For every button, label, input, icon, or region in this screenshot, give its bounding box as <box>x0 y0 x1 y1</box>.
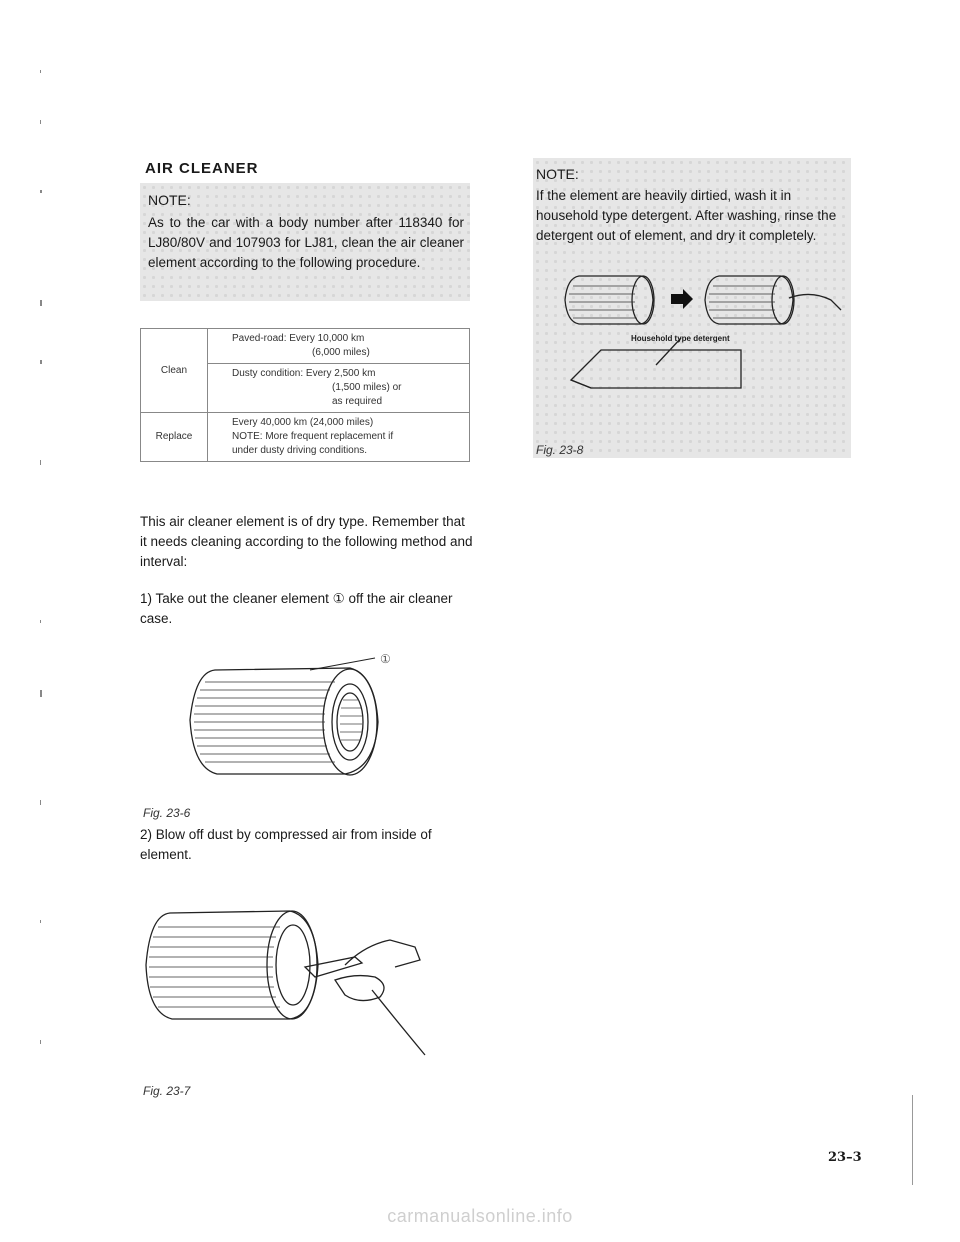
clean-label: Clean <box>141 329 208 413</box>
table-row <box>141 329 470 364</box>
section-title: AIR CLEANER <box>145 160 259 177</box>
table-cell <box>208 413 470 462</box>
air-filter-element-illustration <box>175 650 405 800</box>
note-title: NOTE: <box>148 192 191 208</box>
replace-note-cont: under dusty driving conditions. <box>232 445 368 456</box>
page-number: 23–3 <box>828 1150 862 1165</box>
clean-dusty-miles: (1,500 miles) or <box>332 382 402 393</box>
note-title: NOTE: <box>536 166 579 182</box>
detergent-wash-illustration <box>551 270 851 420</box>
scan-edge-marks <box>40 60 42 1140</box>
fig-8-caption: Fig. 23-8 <box>536 443 584 457</box>
intro-paragraph: This air cleaner element is of dry type. Remember that it needs cleaning according to the following method and interval: <box>140 514 473 569</box>
page-edge-line <box>912 1095 913 1185</box>
replace-label: Replace <box>141 413 208 462</box>
table-cell <box>208 329 470 364</box>
note-box <box>533 158 851 458</box>
fig-6-callout: ① <box>380 652 391 666</box>
fig-6-caption: Fig. 23-6 <box>143 806 191 820</box>
step-2-text: 2) Blow off dust by compressed air from inside of element. <box>140 827 432 862</box>
maintenance-schedule-table <box>140 328 470 462</box>
clean-dusty-required: as required <box>332 396 383 407</box>
note-box <box>140 183 470 301</box>
clean-paved-line: Paved-road: Every 10,000 km <box>232 333 365 344</box>
clean-dusty-line: Dusty condition: Every 2,500 km <box>232 368 376 379</box>
detergent-label: Household type detergent <box>631 334 730 343</box>
step-1-text: 1) Take out the cleaner element ① off the air cleaner case. <box>140 591 453 626</box>
compressed-air-cleaning-illustration <box>140 905 440 1065</box>
note-text: As to the car with a body number after 118340 for LJ80/80V and 107903 for LJ81, clean the air cleaner element according to the following procedure. <box>148 215 464 270</box>
table-row <box>141 413 470 462</box>
arrow-right-icon <box>671 289 693 309</box>
fig-7-caption: Fig. 23-7 <box>143 1084 191 1098</box>
replace-note: NOTE: More frequent replacement if <box>232 431 394 442</box>
watermark: carmanualsonline.info <box>387 1206 573 1226</box>
table-cell <box>208 364 470 413</box>
replace-interval: Every 40,000 km (24,000 miles) <box>232 417 374 428</box>
clean-paved-miles: (6,000 miles) <box>312 347 370 358</box>
note-text: If the element are heavily dirtied, wash it in household type detergent. After washing, rinse the detergent out of element, and dry it completely. <box>536 188 837 243</box>
